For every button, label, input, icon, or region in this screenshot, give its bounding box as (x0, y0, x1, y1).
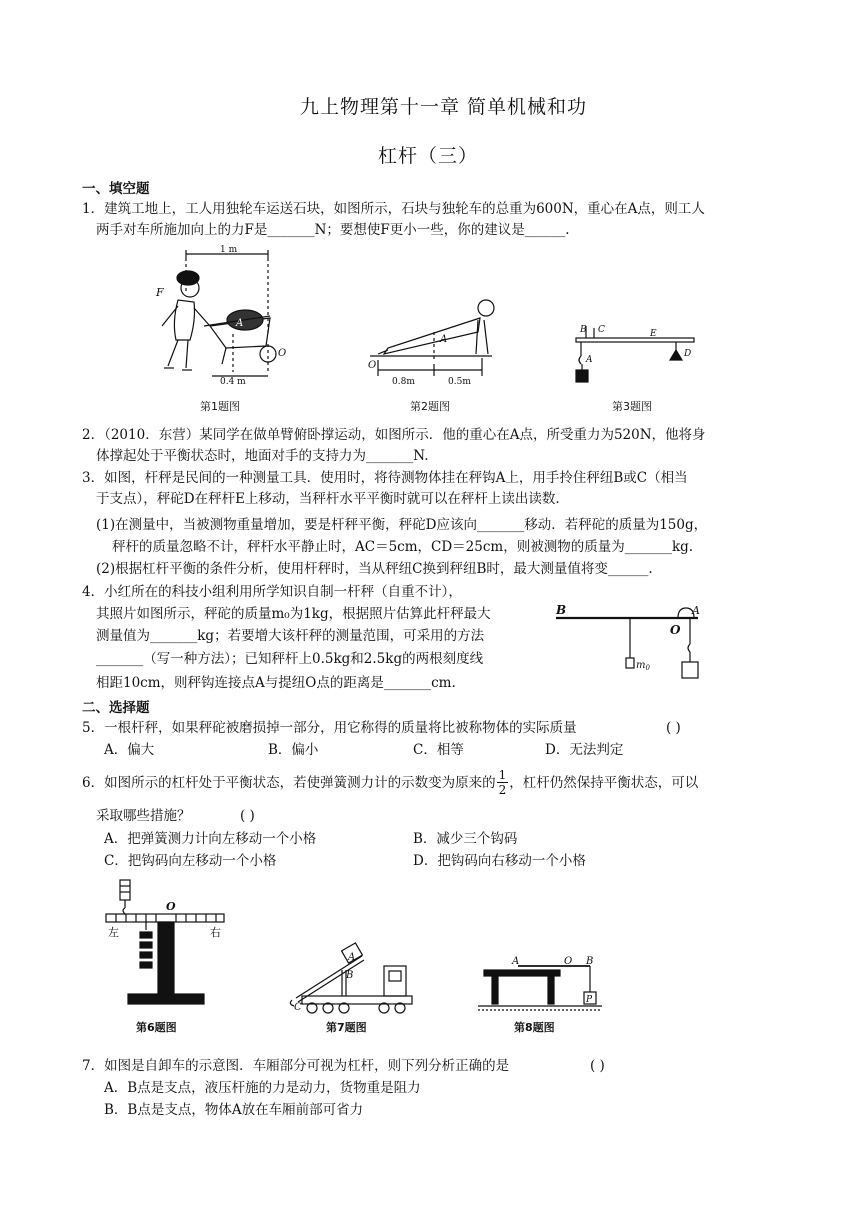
q4-line-5: 相距10cm，则秤钩连接点A与提纽O点的距离是_______cm. (96, 675, 456, 691)
q6-line-2: 采取哪些措施？ (96, 808, 191, 824)
page-title: 九上物理第十一章 简单机械和功 (300, 96, 588, 118)
q7-answer-paren: ( ) (590, 1058, 605, 1074)
section-fill-heading: 一、填空题 (82, 181, 150, 197)
fig2-label-o: O (368, 360, 377, 371)
fig7-label-a: A (348, 952, 356, 963)
figure-1-wheelbarrow (150, 244, 290, 388)
q3-line-2: 于支点），秤砣D在秤杆E上移动，当秤杆水平平衡时就可以在秤杆上读出读数. (96, 491, 560, 507)
figure-3-steelyard (572, 320, 700, 386)
q6-stem (82, 768, 698, 797)
fig8-caption: 第8题图 (514, 1021, 555, 1034)
fig6-label-right: 右 (210, 926, 221, 939)
fig8-label-p: P (586, 995, 593, 1005)
q7-option-b: B．B点是支点，物体A放在车厢前部可省力 (104, 1102, 364, 1118)
q6-answer-paren: ( ) (240, 808, 255, 824)
q4-line-1: 4．小红所在的科技小组利用所学知识自制一杆秤（自重不计）， (82, 584, 462, 600)
fig1-caption: 第1题图 (200, 400, 240, 413)
fig8-label-a: A (512, 956, 520, 967)
q6-fraction (497, 768, 509, 797)
fig3-label-e: E (650, 329, 657, 339)
fig6-label-left: 左 (108, 926, 119, 939)
fig1-label-o: O (278, 348, 287, 359)
q6-fraction-num: 1 (498, 768, 507, 782)
q5-option-c: C．相等 (413, 742, 464, 758)
q2-line-1: 2．（2010．东营）某同学在做单臂俯卧撑运动，如图所示．他的重心在A点，所受重力为520N，他将身 (82, 427, 706, 443)
q7-stem: 7．如图是自卸车的示意图．车厢部分可视为杠杆，则下列分析正确的是 (82, 1058, 510, 1074)
q1-line-1: 1．建筑工地上，工人用独轮车运送石块，如图所示，石块与独轮车的总重为600N，重心在A点，则工人 (82, 201, 705, 217)
q7-option-a: A．B点是支点，液压杆施的力是动力，货物重是阻力 (104, 1080, 421, 1096)
fig4-label-b: B (556, 604, 567, 617)
q3-line-1: 3．如图，杆秤是民间的一种测量工具．使用时，将待测物体挂在秤钩A上，用手拎住秤纽B或C（相当 (82, 470, 688, 486)
fig3-label-a: A (586, 355, 593, 365)
figure-4-steelyard-photo (552, 604, 712, 690)
q6-option-b: B．减少三个钩码 (413, 831, 518, 847)
q5-option-b: B．偏小 (268, 742, 319, 758)
q1-line-2: 两手对车所施加向上的力F是_______N；要想使F更小一些，你的建议是______. (96, 222, 570, 238)
q6-option-c: C．把钩码向左移动一个小格 (104, 853, 277, 869)
q4-line-4: _______（写一种方法）；已知秤杆上0.5kg和2.5kg的两根刻度线 (96, 651, 484, 667)
figure-2-pushup (368, 292, 506, 388)
fig1-label-a: A (236, 318, 244, 329)
q5-option-d: D．无法判定 (545, 742, 624, 758)
fig4-label-m: $m_0$ (636, 660, 650, 672)
fig3-caption: 第3题图 (612, 400, 652, 413)
fig3-label-b: B (580, 325, 587, 335)
q3-line-4: 秤杆的质量忽略不计，秤杆水平静止时，AC＝5cm，CD＝25cm，则被测物的质量为_______kg. (112, 539, 694, 555)
q6-option-d: D．把钩码向右移动一个小格 (413, 853, 586, 869)
fig2-dim-right: 0.5m (448, 377, 471, 387)
q5-option-a: A．偏大 (104, 742, 155, 758)
section-choice-heading: 二、选择题 (82, 700, 150, 716)
fig3-label-d: D (684, 349, 692, 359)
fig8-label-o: O (564, 956, 573, 967)
fig7-label-c: C (294, 1002, 302, 1013)
q6-option-a: A．把弹簧测力计向左移动一个小格 (104, 831, 317, 847)
fig6-caption: 第6题图 (136, 1021, 177, 1034)
fig1-dim-top-label: 1 m (220, 245, 238, 255)
q3-line-5: (2)根据杠杆平衡的条件分析，使用杆秤时，当从秤纽C换到秤纽B时，最大测量值将变______. (96, 561, 653, 577)
fig1-label-f: F (156, 286, 164, 299)
q4-line-3: 测量值为_______kg；若要增大该杆秤的测量范围，可采用的方法 (96, 628, 485, 644)
q4-line-2: 其照片如图所示，秤砣的质量m₀为1kg，根据照片估算此杆秤最大 (96, 606, 491, 622)
fig2-label-a: A (440, 334, 448, 345)
fig7-caption: 第7题图 (326, 1021, 367, 1034)
fig4-label-a: A (692, 604, 700, 617)
fig2-caption: 第2题图 (410, 400, 450, 413)
fig3-label-c: C (598, 325, 605, 335)
figure-8-table-lever (478, 954, 608, 1016)
figure-7-dump-truck (288, 936, 418, 1016)
q5-answer-paren: ( ) (666, 720, 681, 736)
page-subtitle: 杠杆（三） (378, 145, 479, 167)
q6-fraction-den: 2 (498, 783, 507, 797)
fig2-dim-left: 0.8m (392, 377, 415, 387)
fig1-dim-bottom-label: 0.4 m (220, 377, 246, 387)
q3-line-3: (1)在测量中，当被测物重量增加，要是杆秤平衡，秤砣D应该向_______移动．若秤砣的质量为150g， (96, 517, 708, 533)
q2-line-2: 体撑起处于平衡状态时，地面对手的支持力为_______N. (96, 448, 429, 464)
q6-stem-b: ，杠杆仍然保持平衡状态，可以 (509, 774, 699, 791)
q6-stem-a: 6．如图所示的杠杆处于平衡状态，若使弹簧测力计的示数变为原来的 (82, 774, 496, 791)
q5-stem: 5．一根杆秤，如果秤砣被磨损掉一部分，用它称得的质量将比被称物体的实际质量 (82, 720, 577, 736)
fig4-label-o: O (670, 623, 681, 637)
fig7-label-b: B (346, 970, 354, 981)
figure-6-lever (104, 876, 228, 1014)
fig6-label-o: O (166, 900, 176, 913)
fig8-label-b: B (586, 956, 594, 967)
